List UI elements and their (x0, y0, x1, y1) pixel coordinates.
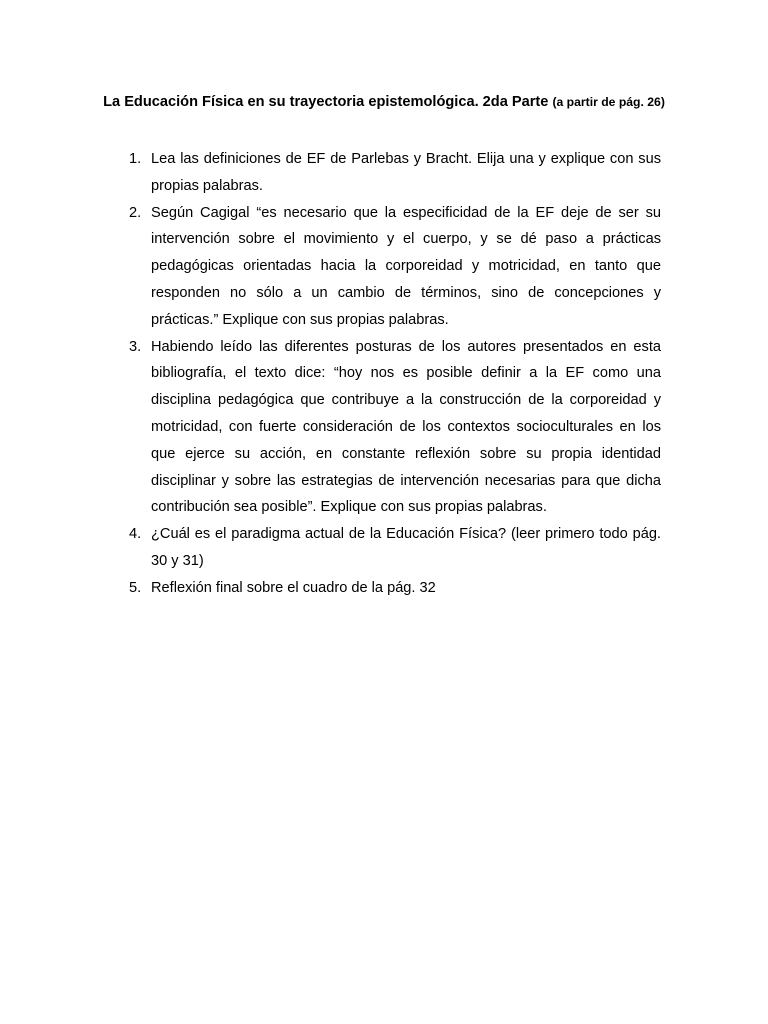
list-item (120, 575, 661, 602)
title-note: (a partir de pág. 26) (552, 95, 665, 109)
item-text: Lea las definiciones de EF de Parlebas y Bracht. Elija una y explique con sus propias palabras. (151, 151, 661, 194)
item-number: 4. (129, 526, 142, 543)
item-text: Habiendo leído las diferentes posturas de los autores presentados en esta bibliografía, el texto dice: “hoy nos es posible definir a la EF como una disciplina pedagógica que contribuye a la construcción de la corporeidad y motricidad, con fuerte consideración de los contextos socioculturales en los que ejerce su acción, en constante reflexión sobre su propia identidad disciplinar y sobre las estrategias de intervención necesarias para que dicha contribución sea posible”. Explique con sus propias palabras. (151, 338, 661, 516)
item-number: 1. (129, 151, 142, 167)
item-text: Reflexión final sobre el cuadro de la pág. 32 (151, 579, 436, 596)
page-title (100, 90, 668, 114)
list-item (120, 146, 661, 200)
question-list (120, 146, 661, 602)
item-text: ¿Cuál es el paradigma actual de la Educación Física? (leer primero todo pág. 30 y 31) (151, 526, 661, 569)
list-item (120, 334, 661, 522)
item-number: 3. (129, 338, 142, 355)
item-number: 5. (129, 579, 142, 596)
item-text: Según Cagigal “es necesario que la especificidad de la EF deje de ser su intervención sobre el movimiento y el cuerpo, y se dé paso a prácticas pedagógicas orientadas hacia la corporeidad y motricidad, en tanto que responden no sólo a un cambio de términos, sino de concepciones y prácticas.” Explique con sus propias palabras. (151, 204, 661, 328)
title-main: La Educación Física en su trayectoria epistemológica. 2da Parte (103, 94, 549, 110)
item-number: 2. (129, 204, 142, 221)
list-item (120, 200, 661, 334)
list-item (120, 521, 661, 575)
